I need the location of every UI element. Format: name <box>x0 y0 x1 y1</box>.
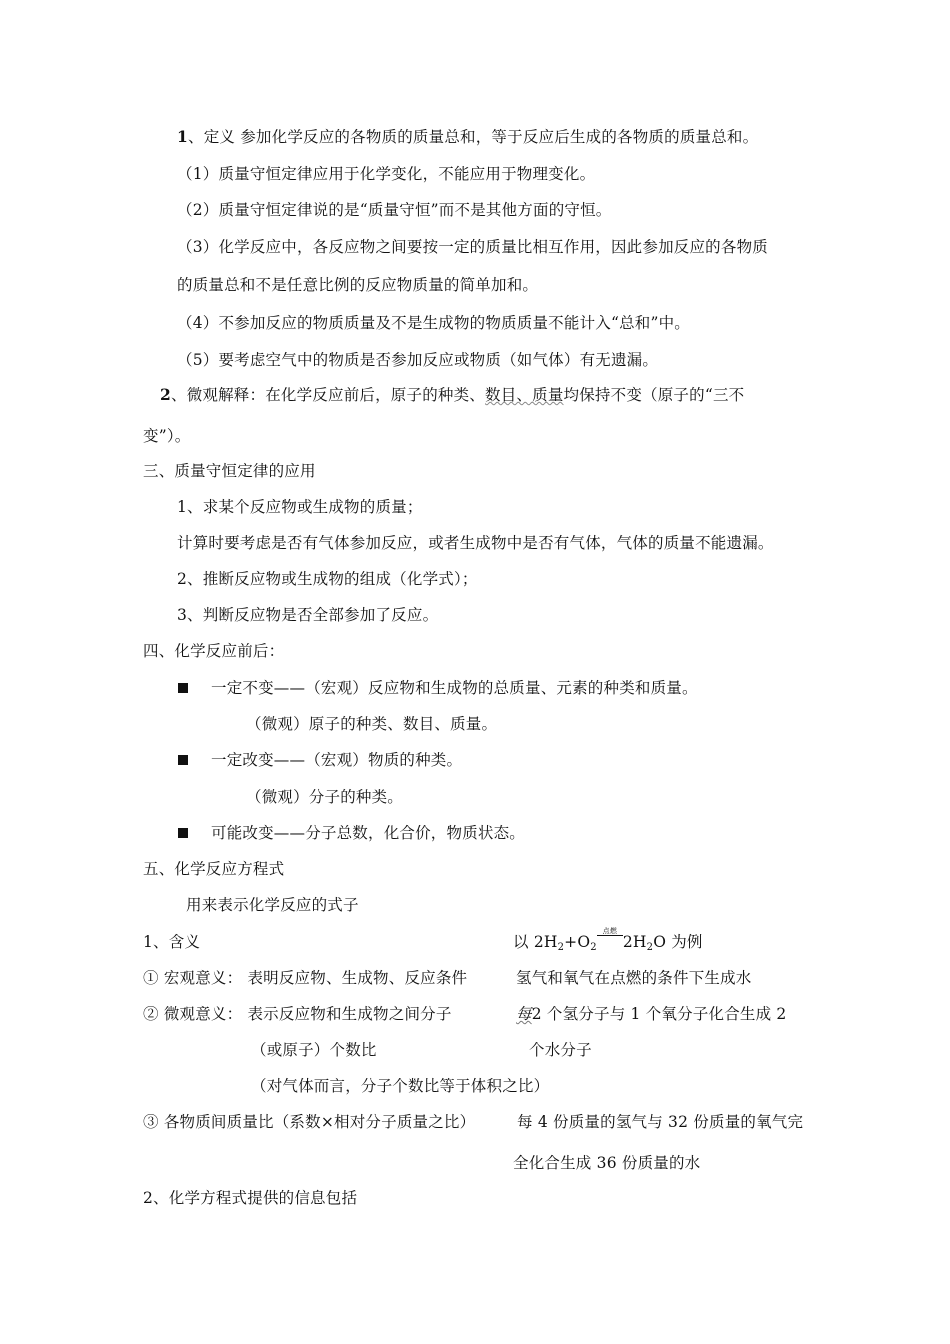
info-heading: 2、化学方程式提供的信息包括 <box>143 1189 358 1207</box>
micro-explanation <box>160 385 744 405</box>
micro-example <box>516 1004 787 1024</box>
unchanged-micro: （微观）原子的种类、数目、质量。 <box>246 715 498 733</box>
micro-text-c: 均保持不变（原子的“三不 <box>563 386 745 404</box>
meaning-heading: 1、含义 <box>143 933 201 951</box>
definition-line <box>177 127 758 147</box>
note-5: （5）要考虑空气中的物质是否参加反应或物质（如气体）有无遗漏。 <box>177 351 659 369</box>
changed-micro: （微观）分子的种类。 <box>246 788 404 806</box>
bullet-square-icon <box>178 828 188 838</box>
mass-ratio-meaning: ③ 各物质间质量比（系数×相对分子质量之比） <box>143 1113 476 1131</box>
eq-condition: 点燃 <box>597 927 623 936</box>
unchanged-macro: 一定不变——（宏观）反应物和生成物的总质量、元素的种类和质量。 <box>211 679 698 697</box>
micro-number: 2 <box>160 385 171 404</box>
eq-h2o: 2H <box>622 933 647 951</box>
note-4: （4）不参加反应的物质质量及不是生成物的物质质量不能计入“总和”中。 <box>177 314 691 332</box>
maybe-changed: 可能改变——分子总数，化合价，物质状态。 <box>211 824 526 842</box>
bullet-square-icon <box>178 683 188 693</box>
note-1: （1）质量守恒定律应用于化学变化，不能应用于物理变化。 <box>177 165 596 183</box>
micro-example-each: 每 <box>516 1005 532 1023</box>
micro-explanation-cont: 变”）。 <box>143 427 191 445</box>
micro-meaning-cont: （或原子）个数比 <box>251 1041 377 1059</box>
definition-number: 1 <box>177 127 188 146</box>
example-equation <box>513 927 703 958</box>
eq-sub: 2 <box>590 942 597 953</box>
changed-macro: 一定改变——（宏观）物质的种类。 <box>211 751 463 769</box>
section-3-title: 三、质量守恒定律的应用 <box>143 462 316 480</box>
eq-suffix: O 为例 <box>653 933 703 951</box>
mass-ratio-example: 每 4 份质量的氢气与 32 份质量的氧气完 <box>517 1113 804 1131</box>
section-3-item-2: 2、推断反应物或生成物的组成（化学式）； <box>177 570 478 588</box>
bullet-square-icon <box>178 755 188 765</box>
micro-example-text: 2 个氢分子与 1 个氧分子化合生成 2 <box>531 1005 787 1023</box>
section-3-item-3: 3、判断反应物是否全部参加了反应。 <box>177 606 439 624</box>
eq-sub: 2 <box>557 942 565 953</box>
eq-arrow <box>597 927 623 947</box>
section-4-title: 四、化学反应前后： <box>143 642 285 660</box>
section-3-item-1: 1、求某个反应物或生成物的质量； <box>177 498 423 516</box>
note-2: （2）质量守恒定律说的是“质量守恒”而不是其他方面的守恒。 <box>177 201 612 219</box>
eq-o2: +O <box>564 933 591 951</box>
section-5-title: 五、化学反应方程式 <box>143 860 285 878</box>
section-5-intro: 用来表示化学反应的式子 <box>186 896 359 914</box>
micro-text-b: 数目、质量 <box>485 386 564 404</box>
section-3-note: 计算时要考虑是否有气体参加反应，或者生成物中是否有气体，气体的质量不能遗漏。 <box>177 534 774 552</box>
micro-example-cont: 个水分子 <box>529 1041 592 1059</box>
gas-note: （对气体而言，分子个数比等于体积之比） <box>251 1077 550 1095</box>
note-3-cont: 的质量总和不是任意比例的反应物质量的简单加和。 <box>177 276 539 294</box>
macro-meaning: ① 宏观意义： 表明反应物、生成物、反应条件 <box>143 969 468 987</box>
eq-h2-coef: 以 2H <box>513 933 558 951</box>
note-3: （3）化学反应中，各反应物之间要按一定的质量比相互作用，因此参加反应的各物质 <box>177 238 768 256</box>
micro-meaning: ② 微观意义： 表示反应物和生成物之间分子 <box>143 1005 452 1023</box>
mass-ratio-example-cont: 全化合生成 36 份质量的水 <box>513 1154 701 1172</box>
definition-text: 、定义 参加化学反应的各物质的质量总和，等于反应后生成的各物质的质量总和。 <box>188 128 759 146</box>
macro-example: 氢气和氧气在点燃的条件下生成水 <box>516 969 752 987</box>
micro-text-a: 、微观解释：在化学反应前后，原子的种类、 <box>171 386 486 404</box>
eq-sub: 2 <box>646 942 654 953</box>
